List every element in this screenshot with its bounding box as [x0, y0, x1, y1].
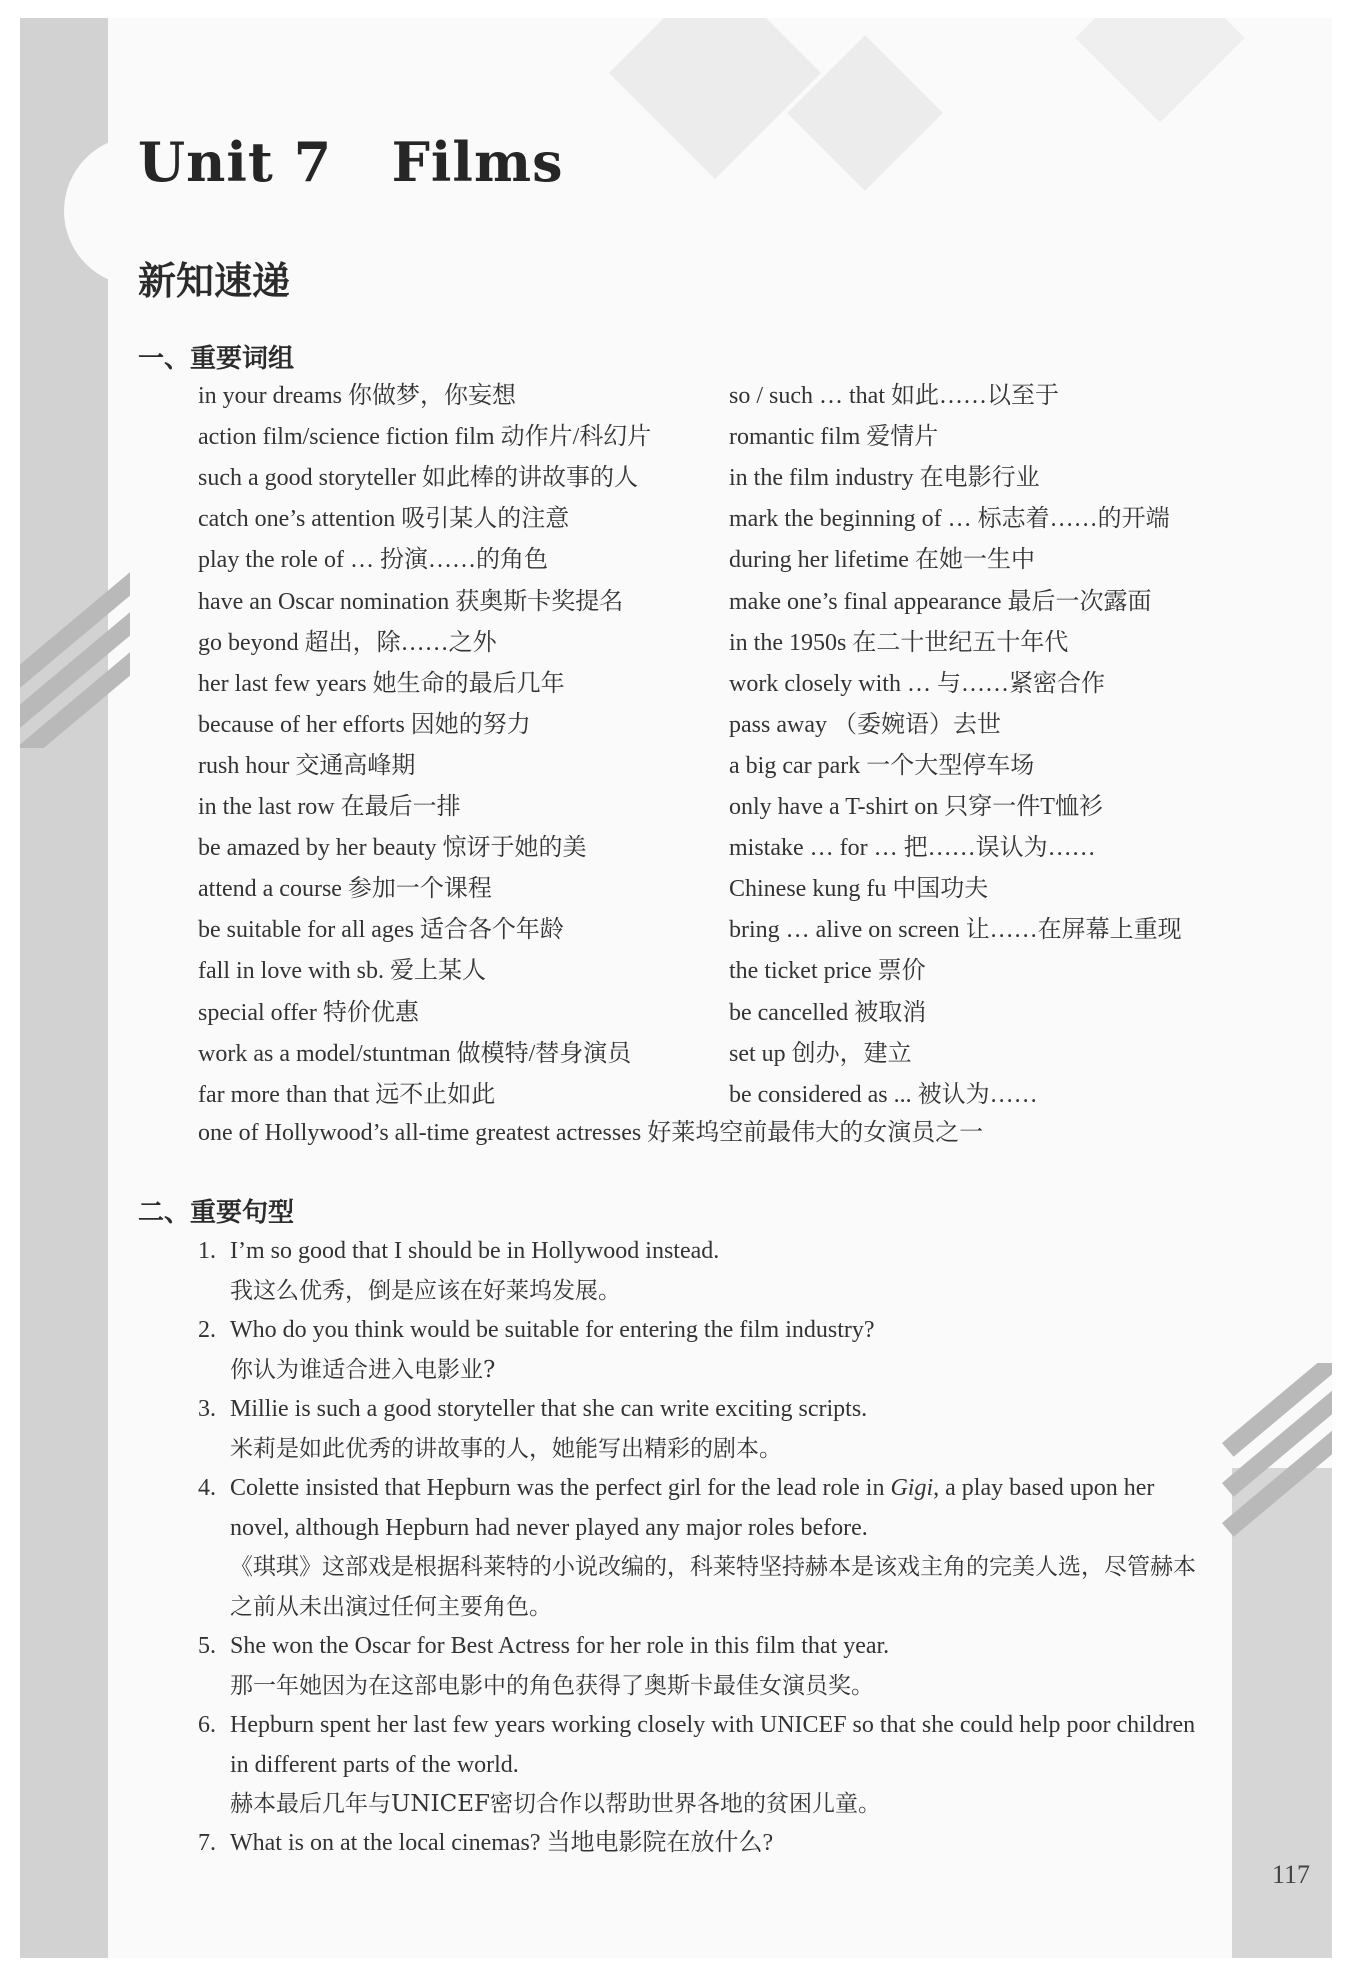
watermark-diamond	[609, 18, 821, 179]
section-title: 新知速递	[138, 259, 291, 303]
phrase-item: in the film industry 在电影行业	[729, 465, 1040, 492]
sentence-item	[198, 1824, 1208, 1864]
phrases-heading: 一、重要词组	[138, 344, 295, 374]
sentence-body	[230, 1390, 1208, 1469]
italic-title: Gigi	[890, 1475, 934, 1501]
sentence-chinese: 你认为谁适合进入电影业?	[230, 1356, 496, 1383]
phrase-item: play the role of … 扮演……的角色	[198, 547, 548, 574]
phrase-item: work as a model/stuntman 做模特/替身演员	[198, 1040, 632, 1067]
phrase-item: in the 1950s 在二十世纪五十年代	[729, 629, 1069, 656]
phrase-item: set up 创办，建立	[729, 1040, 912, 1067]
sentence-text: Who do you think would be suitable for entering the film industry?	[230, 1317, 875, 1343]
sentence-english	[230, 1311, 1208, 1351]
sentence-item	[198, 1390, 1208, 1469]
sentence-text: I’m so good that I should be in Hollywood instead.	[230, 1238, 720, 1264]
sentence-number: 3.	[198, 1396, 216, 1422]
unit-title: Unit 7 Films	[138, 130, 564, 194]
phrase-item: a big car park 一个大型停车场	[729, 752, 1035, 779]
sentence-item	[198, 1232, 1208, 1311]
sentence-body	[230, 1311, 1208, 1390]
sentence-text: , a play based upon her novel, although Hepburn had never played any major roles before.	[230, 1475, 1155, 1541]
phrase-item: be cancelled 被取消	[729, 999, 927, 1026]
sentence-english	[230, 1824, 1208, 1864]
sentence-item	[198, 1706, 1208, 1825]
sentence-item	[198, 1627, 1208, 1706]
phrase-item: special offer 特价优惠	[198, 999, 419, 1026]
phrase-item: far more than that 远不止如此	[198, 1081, 496, 1108]
phrase-item: attend a course 参加一个课程	[198, 876, 492, 903]
phrase-item: mark the beginning of … 标志着……的开端	[729, 506, 1170, 533]
phrase-item: work closely with … 与……紧密合作	[729, 670, 1105, 697]
phrase-item: bring … alive on screen 让……在屏幕上重现	[729, 917, 1182, 944]
sentence-english	[230, 1469, 1208, 1548]
phrase-item: one of Hollywood’s all-time greatest actresses 好莱坞空前最伟大的女演员之一	[198, 1120, 984, 1146]
sentence-body	[230, 1469, 1208, 1627]
phrase-item: be suitable for all ages 适合各个年龄	[198, 917, 564, 944]
sentence-chinese: 《琪琪》这部戏是根据科莱特的小说改编的，科莱特坚持赫本是该戏主角的完美人选，尽管赫本之前从未出演过任何主要角色。	[230, 1554, 1196, 1620]
phrase-item: pass away （委婉语）去世	[729, 711, 1001, 738]
watermark-diamond	[787, 35, 943, 191]
sentence-text: What is on at the local cinemas? 当地电影院在放什么?	[230, 1830, 774, 1856]
sentence-number: 4.	[198, 1475, 216, 1501]
sentence-text: Millie is such a good storyteller that she can write exciting scripts.	[230, 1396, 868, 1422]
sentence-chinese: 赫本最后几年与UNICEF密切合作以帮助世界各地的贫困儿童。	[230, 1791, 881, 1817]
phrase-item: mistake … for … 把……误认为……	[729, 835, 1096, 862]
sentence-number: 7.	[198, 1830, 216, 1856]
phrase-item: action film/science fiction film 动作片/科幻片	[198, 424, 652, 451]
sentence-body	[230, 1824, 1208, 1864]
phrase-item: in the last row 在最后一排	[198, 794, 461, 820]
sentences-heading: 二、重要句型	[138, 1198, 295, 1228]
sentence-item	[198, 1311, 1208, 1390]
phrase-item: go beyond 超出，除……之外	[198, 629, 497, 656]
sentence-number: 1.	[198, 1238, 216, 1264]
sentence-text: Hepburn spent her last few years working closely with UNICEF so that she could help poor children in different parts of the world.	[230, 1712, 1196, 1778]
sentence-english	[230, 1232, 1208, 1272]
watermark-diamond	[1075, 18, 1245, 123]
sentence-text: Colette insisted that Hepburn was the perfect girl for the lead role in	[230, 1475, 891, 1501]
sentence-english	[230, 1627, 1208, 1667]
phrase-item: so / such … that 如此……以至于	[729, 383, 1059, 409]
page-number: 117	[1271, 1860, 1310, 1889]
sentence-english	[230, 1706, 1208, 1785]
phrase-item: because of her efforts 因她的努力	[198, 711, 531, 738]
sentence-text: She won the Oscar for Best Actress for her role in this film that year.	[230, 1633, 890, 1659]
sentence-number: 6.	[198, 1712, 216, 1738]
phrase-item: in your dreams 你做梦，你妄想	[198, 383, 516, 409]
phrase-item: rush hour 交通高峰期	[198, 752, 416, 779]
right-stripes	[1222, 1363, 1332, 1823]
phrase-item: only have a T-shirt on 只穿一件T恤衫	[729, 794, 1103, 820]
left-decorative-band	[20, 18, 108, 1958]
sentence-body	[230, 1706, 1208, 1825]
sentence-english	[230, 1390, 1208, 1430]
phrase-item: be considered as ... 被认为……	[729, 1081, 1038, 1108]
phrase-item: the ticket price 票价	[729, 958, 926, 985]
phrase-item: Chinese kung fu 中国功夫	[729, 876, 989, 903]
sentence-body	[230, 1627, 1208, 1706]
phrase-item: have an Oscar nomination 获奥斯卡奖提名	[198, 588, 624, 615]
sentence-chinese: 我这么优秀，倒是应该在好莱坞发展。	[230, 1277, 621, 1304]
phrase-item: her last few years 她生命的最后几年	[198, 670, 565, 697]
sentence-body	[230, 1232, 1208, 1311]
sentence-number: 5.	[198, 1633, 216, 1659]
sentence-chinese: 那一年她因为在这部电影中的角色获得了奥斯卡最佳女演员奖。	[230, 1672, 874, 1699]
phrase-item: such a good storyteller 如此棒的讲故事的人	[198, 465, 638, 492]
sentence-chinese: 米莉是如此优秀的讲故事的人，她能写出精彩的剧本。	[230, 1435, 782, 1462]
phrase-item: during her lifetime 在她一生中	[729, 547, 1035, 574]
phrase-item: make one’s final appearance 最后一次露面	[729, 588, 1152, 615]
phrase-item: be amazed by her beauty 惊讶于她的美	[198, 835, 587, 862]
left-stripes	[20, 548, 130, 748]
sentence-number: 2.	[198, 1317, 216, 1343]
phrase-item: fall in love with sb. 爱上某人	[198, 958, 486, 985]
phrase-item: catch one’s attention 吸引某人的注意	[198, 506, 570, 533]
sentence-item	[198, 1469, 1208, 1627]
phrase-item: romantic film 爱情片	[729, 424, 939, 451]
